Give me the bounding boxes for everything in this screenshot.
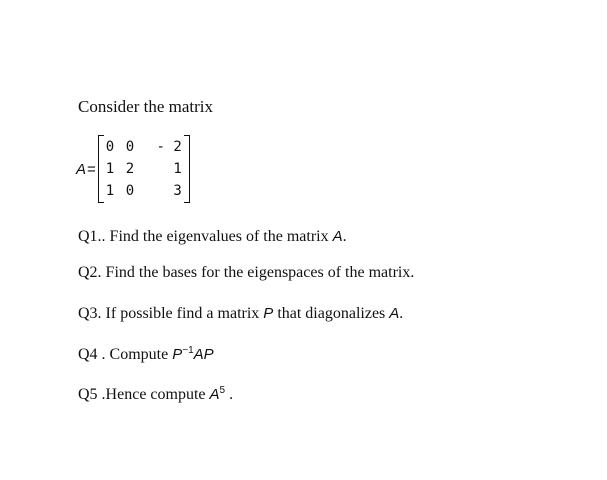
question-3-math-a: A — [389, 305, 400, 322]
matrix-name: A — [76, 160, 87, 178]
matrix-a — [98, 133, 190, 205]
question-4-math-exponent: −1 — [182, 345, 194, 356]
question-4-math-p: P — [172, 346, 183, 363]
matrix-cell-r2c2: 2 — [125, 161, 135, 177]
question-5-math — [210, 386, 226, 403]
question-3-text: Q3. If possible find a matrix — [78, 305, 264, 322]
intro-text: Consider the matrix — [78, 97, 214, 116]
matrix-cell-r3c2: 0 — [125, 183, 135, 199]
question-5-math-a: A — [209, 386, 220, 403]
question-3 — [78, 305, 403, 323]
question-4-text: Q4 . Compute — [78, 346, 173, 363]
question-5-suffix: . — [225, 386, 234, 403]
question-3-math-p: P — [263, 305, 274, 322]
question-5-text: Q5 .Hence compute — [78, 386, 210, 403]
question-1-text: Q1.. Find the eigenvalues of the matrix — [78, 228, 333, 245]
question-4-math — [172, 346, 213, 363]
question-1 — [78, 228, 347, 246]
question-3-middle: that diagonalizes — [273, 305, 390, 322]
matrix-cell-r3c3: 3 — [173, 183, 182, 199]
question-1-suffix: . — [342, 228, 347, 245]
question-2-text: Q2. Find the bases for the eigenspaces of the matrix. — [78, 264, 415, 281]
equals-sign: = — [87, 160, 96, 178]
matrix-cell-r2c3: 1 — [173, 161, 182, 177]
matrix-cell-r3c1: 1 — [105, 183, 115, 199]
matrix-definition — [76, 133, 190, 205]
question-1-math: A — [332, 228, 343, 245]
question-2 — [78, 264, 414, 282]
question-5-math-exponent: 5 — [219, 385, 226, 396]
matrix-cell-r1c3: - 2 — [156, 139, 182, 155]
question-4 — [78, 345, 214, 364]
matrix-cell-r1c1: 0 — [105, 139, 115, 155]
question-5 — [78, 385, 233, 404]
matrix-cell-r1c2: 0 — [125, 139, 135, 155]
question-4-math-ap: AP — [193, 346, 214, 363]
matrix-cell-r2c1: 1 — [105, 161, 115, 177]
question-3-suffix: . — [399, 305, 404, 322]
